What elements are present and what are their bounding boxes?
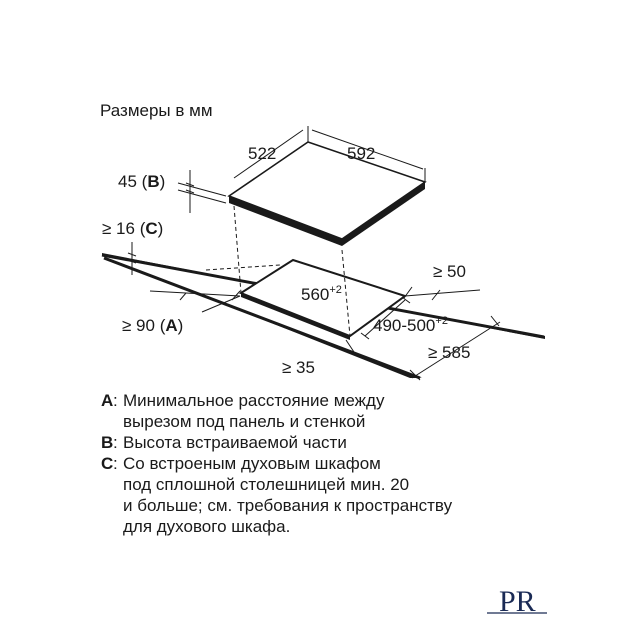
legend-item-a: A : Минимальное расстояние между вырезом под панель и стенкой (101, 390, 601, 432)
legend-key: C (101, 454, 114, 473)
legend-text-line: под сплошной столешницей мин. 20 (123, 475, 410, 494)
dimension-cutout-depth: $490-500^{+2}$ (373, 315, 448, 335)
brand-logo (487, 580, 547, 620)
dimension-min-50-lines (404, 287, 480, 300)
legend-text-line: для духового шкафа. (123, 517, 291, 536)
dimension-height-b-lines (178, 170, 226, 213)
dimension-min-50: ≥ 50 (433, 262, 466, 281)
legend-text-line: вырезом под панель и стенкой (123, 412, 366, 431)
legend-text-line: Со встроеным духовым шкафом (123, 454, 381, 473)
legend-text-line: и больше; см. требования к пространству (123, 496, 453, 515)
legend-text-line: Высота встраиваемой части (123, 433, 347, 452)
units-caption: Размеры в мм (100, 101, 213, 120)
legend-text-line: Минимальное расстояние между (123, 391, 385, 410)
legend (101, 390, 601, 537)
legend-key: A (101, 391, 114, 410)
dimension-depth-522: 522 (248, 144, 277, 163)
dimension-height-b: 45 (B) (118, 172, 166, 191)
dimension-width-592: 592 (347, 144, 376, 163)
legend-item-b: B : Высота встраиваемой части (101, 432, 601, 453)
dimension-min-a: ≥ 90 (A) (122, 316, 184, 335)
legend-key: B (101, 433, 114, 452)
logo-monogram: PR (499, 585, 536, 618)
legend-item-c: C : Со встроеным духовым шкафом под сплошной столешницей мин. 20 и больше; см. требования к пространству для духового шкафа. (101, 453, 601, 537)
dimension-min-35: ≥ 35 (282, 358, 315, 377)
dimension-min-585: ≥ 585 (428, 343, 471, 362)
dimension-min-c: ≥ 16 (C) (102, 219, 164, 238)
dimension-cutout-width: $560^{+2}$ (301, 284, 342, 304)
